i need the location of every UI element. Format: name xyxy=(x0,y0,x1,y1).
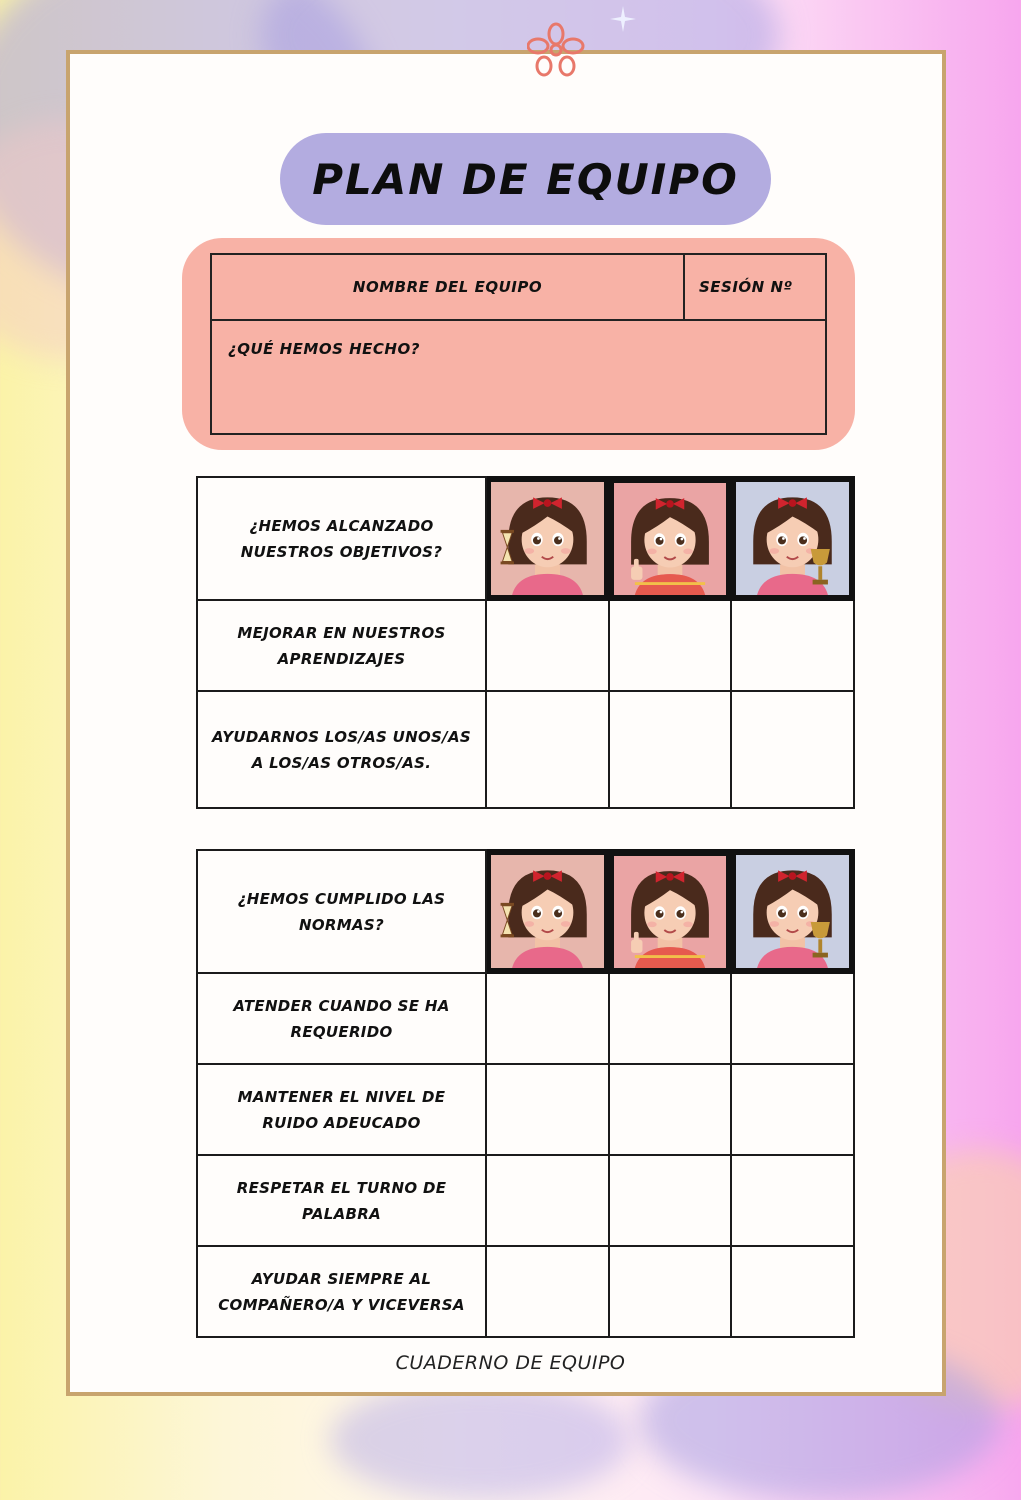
rule-question: AYUDAR SIEMPRE AL COMPAÑERO/A Y VICEVERSA xyxy=(197,1246,486,1337)
table-row xyxy=(197,1155,854,1246)
table-row xyxy=(197,1246,854,1337)
table-row xyxy=(197,850,854,973)
rating-checkbox-trophy[interactable] xyxy=(731,1155,854,1246)
rating-cell xyxy=(731,850,854,973)
page-title: PLAN DE EQUIPO xyxy=(312,154,739,204)
table-row xyxy=(197,600,854,691)
watercolor-blob xyxy=(330,1380,630,1500)
rules-header: ¿HEMOS CUMPLIDO LAS NORMAS? xyxy=(237,889,446,934)
table-row xyxy=(197,477,854,600)
done-label: ¿QUÉ HEMOS HECHO? xyxy=(228,340,420,358)
table-row xyxy=(197,973,854,1064)
girl-hourglass-icon xyxy=(491,482,604,595)
rule-question: MANTENER EL NIVEL DE RUIDO ADEUCADO xyxy=(197,1064,486,1155)
girl-trophy-icon xyxy=(736,482,849,595)
rating-checkbox-thumbs-up[interactable] xyxy=(609,691,731,808)
rating-cell xyxy=(731,477,854,600)
objectives-header-cell xyxy=(197,477,486,600)
rating-cell xyxy=(609,477,731,600)
rating-checkbox-hourglass[interactable] xyxy=(486,1155,609,1246)
rule-question: ATENDER CUANDO SE HA REQUERIDO xyxy=(197,973,486,1064)
sparkle-icon xyxy=(610,6,636,32)
rating-checkbox-hourglass[interactable] xyxy=(486,1246,609,1337)
session-label: SESIÓN Nº xyxy=(699,278,793,296)
rule-question: RESPETAR EL TURNO DE PALABRA xyxy=(197,1155,486,1246)
rating-checkbox-thumbs-up[interactable] xyxy=(609,1246,731,1337)
table-row xyxy=(197,1064,854,1155)
girl-hourglass-icon xyxy=(491,855,604,968)
team-name-field[interactable] xyxy=(212,255,685,319)
rules-header-cell xyxy=(197,850,486,973)
rating-cell xyxy=(486,850,609,973)
rating-checkbox-hourglass[interactable] xyxy=(486,600,609,691)
objectives-table xyxy=(196,476,855,809)
rating-checkbox-thumbs-up[interactable] xyxy=(609,1155,731,1246)
rating-checkbox-trophy[interactable] xyxy=(731,1246,854,1337)
team-name-label: NOMBRE DEL EQUIPO xyxy=(352,278,543,296)
rules-table xyxy=(196,849,855,1338)
footer-text: CUADERNO DE EQUIPO xyxy=(395,1352,626,1374)
rating-checkbox-hourglass[interactable] xyxy=(486,973,609,1064)
rating-checkbox-trophy[interactable] xyxy=(731,691,854,808)
rating-checkbox-trophy[interactable] xyxy=(731,973,854,1064)
rating-checkbox-thumbs-up[interactable] xyxy=(609,973,731,1064)
rating-checkbox-thumbs-up[interactable] xyxy=(609,600,731,691)
flower-icon xyxy=(527,22,585,78)
done-field[interactable] xyxy=(228,339,420,358)
table-row xyxy=(197,691,854,808)
objective-question: AYUDARNOS LOS/AS UNOS/AS A LOS/AS OTROS/AS. xyxy=(197,691,486,808)
title-banner xyxy=(280,133,771,225)
objective-question: MEJORAR EN NUESTROS APRENDIZAJES xyxy=(197,600,486,691)
session-number-field[interactable] xyxy=(685,255,825,319)
team-info-table xyxy=(210,253,827,435)
objectives-header: ¿HEMOS ALCANZADO NUESTROS OBJETIVOS? xyxy=(240,516,443,561)
rating-cell xyxy=(486,477,609,600)
team-info-header-row xyxy=(212,255,825,321)
rating-cell xyxy=(609,850,731,973)
girl-thumbs-up-icon xyxy=(614,483,726,595)
girl-thumbs-up-icon xyxy=(614,856,726,968)
rating-checkbox-trophy[interactable] xyxy=(731,1064,854,1155)
girl-trophy-icon xyxy=(736,855,849,968)
rating-checkbox-thumbs-up[interactable] xyxy=(609,1064,731,1155)
rating-checkbox-trophy[interactable] xyxy=(731,600,854,691)
rating-checkbox-hourglass[interactable] xyxy=(486,1064,609,1155)
rating-checkbox-hourglass[interactable] xyxy=(486,691,609,808)
